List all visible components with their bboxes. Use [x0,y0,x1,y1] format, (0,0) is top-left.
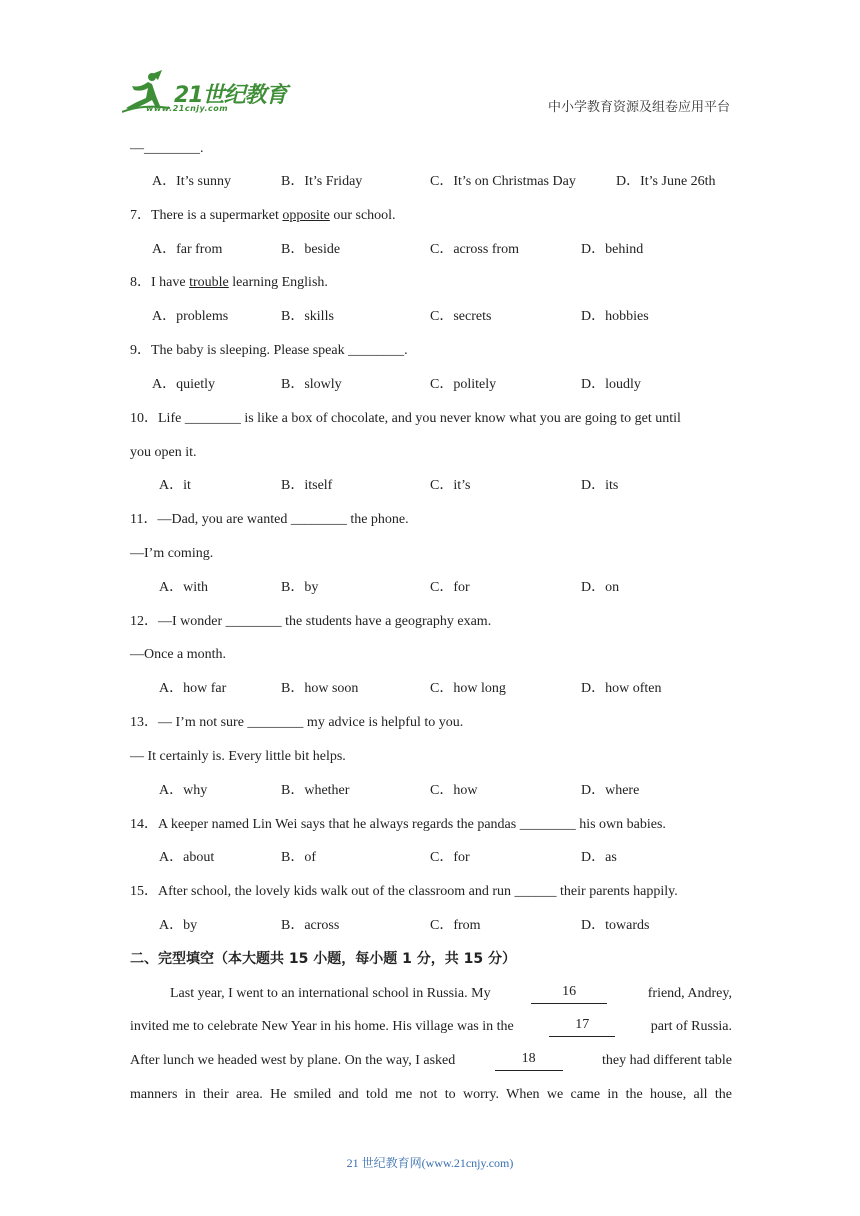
q13-stem-line1: 13．— I’m not sure ________ my advice is helpful to you. [130,715,464,730]
section-2-title: 二、完型填空（本大题共 15 小题，每小题 1 分，共 15 分） [130,951,516,967]
q13-option-a: A．why [159,783,208,798]
q9-option-a: A．quietly [152,377,215,392]
q15-option-b: B．across [281,918,340,933]
q6-answer-line: —________. [130,141,204,156]
q6-option-d: D．It’s June 26th [616,174,716,189]
q8-option-c: C．secrets [430,309,492,324]
passage-line-4: manners in their area. He smiled and told me not to worry. When we came in the house, all the [130,1087,732,1102]
q9-option-c: C．politely [430,377,497,392]
q11-option-b: B．by [281,580,319,595]
passage-line-2-post: part of Russia. [650,1019,732,1034]
q10-option-c: C．it’s [430,478,471,493]
q15-stem: 15．After school, the lovely kids walk out of the classroom and run ______ their parents happily. [130,884,678,899]
q8-stem-post: learning English. [228,275,328,290]
q14-option-b: B．of [281,850,316,865]
q13-option-b: B．whether [281,783,350,798]
q9-option-d: D．loudly [581,377,641,392]
q13-option-c: C．how [430,783,478,798]
q6-option-c: C．It’s on Christmas Day [430,174,576,189]
q12-option-d: D．how often [581,681,662,696]
q15-option-d: D．towards [581,918,650,933]
passage-line-3-post: they had different table [602,1053,732,1068]
q8-option-d: D．hobbies [581,309,649,324]
q8-underlined-word: trouble [189,275,229,290]
passage-line-2-pre: invited me to celebrate New Year in his home. His village was in the [130,1019,514,1034]
q12-option-a: A．how far [159,681,227,696]
page-header [0,0,860,130]
q8-option-a: A．problems [152,309,229,324]
q7-option-c: C．across from [430,242,520,257]
passage-line-1-post: friend, Andrey, [647,986,732,1001]
passage-line-1-pre: Last year, I went to an international school in Russia. My [170,986,491,1001]
q14-option-d: D．as [581,850,617,865]
q11-option-a: A．with [159,580,208,595]
q6-option-a: A．It’s sunny [152,174,231,189]
passage-line-3-pre: After lunch we headed west by plane. On the way, I asked [130,1053,456,1068]
q8-stem-pre: 8．I have [130,275,190,290]
q8-option-b: B．skills [281,309,334,324]
q7-stem [130,206,396,226]
q6-option-b: B．It’s Friday [281,174,363,189]
q10-option-a: A．it [159,478,191,493]
q10-option-d: D．its [581,478,619,493]
q7-stem-pre: 7．There is a supermarket [130,208,283,223]
q11-option-d: D．on [581,580,620,595]
passage-line-2 [130,1017,732,1037]
q12-option-b: B．how soon [281,681,359,696]
q12-stem-line2: —Once a month. [130,647,227,662]
q15-option-c: C．from [430,918,481,933]
q7-option-b: B．beside [281,242,341,257]
q13-stem-line2: — It certainly is. Every little bit helps. [130,749,346,764]
q11-stem-line2: —I’m coming. [130,546,214,561]
site-logo [122,68,292,118]
page-footer: 21 世纪教育网(www.21cnjy.com) [346,1156,514,1170]
q9-option-b: B．slowly [281,377,342,392]
q9-stem: 9．The baby is sleeping. Please speak ________. [130,343,408,358]
blank-17: 17 [549,1017,615,1037]
passage-line-1 [130,984,732,1004]
q10-stem-line2: you open it. [130,445,197,460]
q11-option-c: C．for [430,580,470,595]
q7-underlined-word: opposite [282,208,330,223]
q7-stem-post: our school. [329,208,396,223]
q14-stem: 14．A keeper named Lin Wei says that he always regards the pandas ________ his own babies. [130,817,666,832]
q7-option-a: A．far from [152,242,223,257]
q10-stem-line1: 10．Life ________ is like a box of chocolate, and you never know what you are going to get until [130,411,681,426]
q8-stem [130,273,328,293]
blank-16: 16 [531,984,607,1004]
q13-option-d: D．where [581,783,640,798]
logo-text: 21世纪教育 [174,83,287,108]
q12-stem-line1: 12．—I wonder ________ the students have a geography exam. [130,614,492,629]
q10-option-b: B．itself [281,478,333,493]
q15-option-a: A．by [159,918,198,933]
blank-18: 18 [495,1051,563,1071]
passage-line-3 [130,1051,732,1071]
platform-label: 中小学教育资源及组卷应用平台 [547,100,730,115]
q11-stem-line1: 11．—Dad, you are wanted ________ the phone. [130,512,409,527]
q14-option-a: A．about [159,850,215,865]
q12-option-c: C．how long [430,681,506,696]
q14-option-c: C．for [430,850,470,865]
q7-option-d: D．behind [581,242,644,257]
logo-url: www.21cnjy.com [146,104,229,113]
